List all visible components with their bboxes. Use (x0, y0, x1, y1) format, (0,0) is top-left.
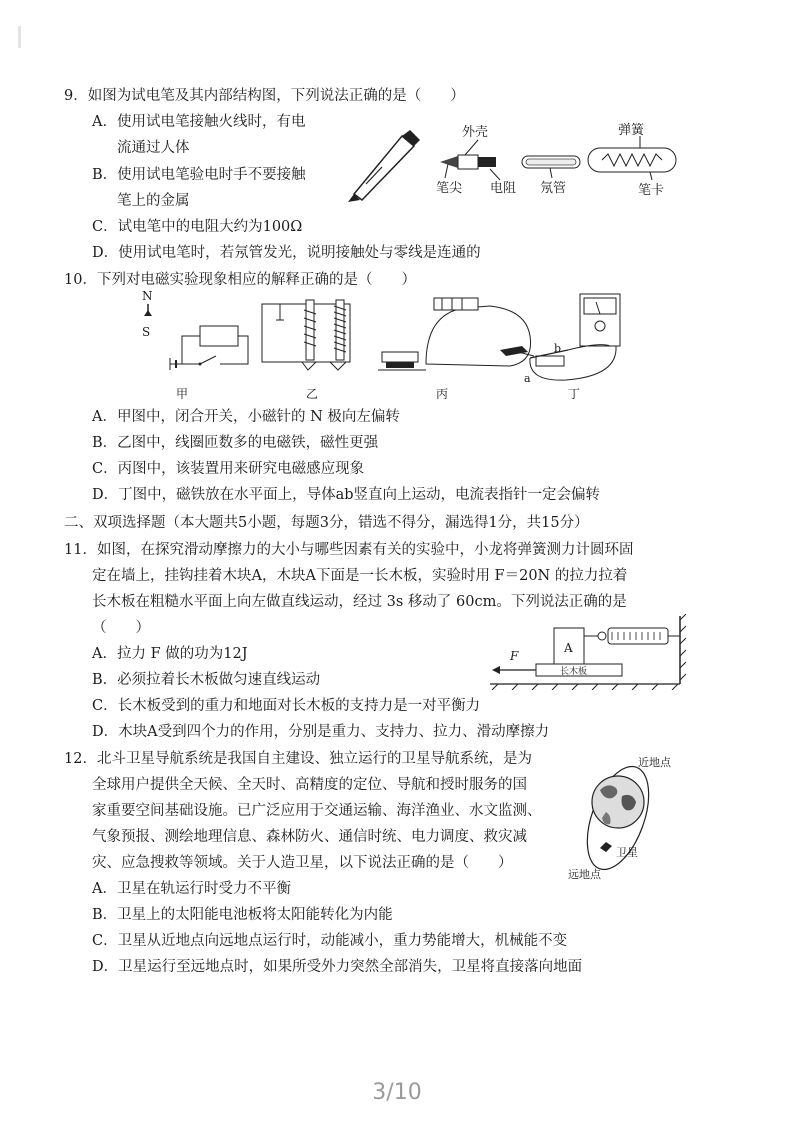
caption-jia: 甲 (176, 387, 189, 401)
q9-option-b: B．使用试电笔验电时手不要接触 (92, 167, 306, 183)
q11-option-c: C．长木板受到的重力和地面对长木板的支持力是一对平衡力 (92, 698, 481, 714)
satellite-orbit-figure (560, 752, 710, 882)
label-neon: 氖管 (540, 181, 567, 196)
label-s: S (142, 325, 151, 339)
q11-stem-line3: 长木板在粗糙水平面上向左做直线运动，经过 3s 移动了 60cm。下列说法正确的是 (92, 594, 627, 610)
diagram-ding (530, 294, 620, 380)
q11-stem-line2: 定在墙上，挂钩挂着木块A，木块A下面是一长木板，实验时用 F＝20N 的拉力拉着 (92, 568, 628, 584)
earth-orbit-drawing (575, 758, 661, 877)
q12-stem-line2: 全球用户提供全天候、全天时、高精度的定位、导航和授时服务的国 (92, 777, 527, 793)
label-spring: 弹簧 (618, 123, 645, 138)
label-force-f: F (510, 649, 519, 663)
diagram-bing (378, 298, 534, 370)
q12-stem-line1: 12．北斗卫星导航系统是我国自主建设、独立运行的卫星导航系统，是为 (64, 751, 532, 767)
q10-option-d: D．丁图中，磁铁放在水平面上，导体ab竖直向上运动，电流表指针一定会偏转 (92, 487, 601, 503)
q11-option-b: B．必须拉着长木板做匀速直线运动 (92, 672, 321, 688)
q12-stem-line3: 家重要空间基础设施。已广泛应用于交通运输、海洋渔业、水文监测、 (92, 803, 542, 819)
label-b: b (554, 342, 562, 355)
q10-option-c: C．丙图中，该装置用来研究电磁感应现象 (92, 461, 365, 477)
q12-stem-line4: 气象预报、测绘地理信息、森林防火、通信时统、电力调度、救灾减 (92, 829, 527, 845)
q9-stem: 9．如图为试电笔及其内部结构图，下列说法正确的是（ ） (64, 88, 465, 104)
q9-option-a-cont: 流通过人体 (117, 140, 190, 156)
q12-stem-line5: 灾、应急搜救等领域。关于人造卫星，以下说法正确的是（ ） (92, 855, 513, 871)
label-shell: 外壳 (462, 125, 489, 140)
q10-option-a: A．甲图中，闭合开关，小磁针的 N 极向左偏转 (92, 409, 400, 425)
label-perigee: 近地点 (638, 756, 671, 769)
label-n: N (142, 289, 153, 303)
caption-ding: 丁 (568, 387, 581, 401)
page-indicator: 3/10 (372, 1080, 422, 1105)
q12-option-b: B．卫星上的太阳能电池板将太阳能转化为内能 (92, 907, 393, 923)
q9-option-d: D．使用试电笔时，若氖管发光，说明接触处与零线是连通的 (92, 245, 481, 261)
caption-yi: 乙 (306, 387, 319, 401)
pen-parts-drawing (440, 136, 676, 180)
q9-option-c: C．试电笔中的电阻大约为100Ω (92, 219, 303, 235)
label-board: 长木板 (560, 667, 588, 677)
q11-stem-line4: （ ） (92, 620, 150, 636)
q11-option-a: A．拉力 F 做的功为12J (92, 646, 248, 662)
label-tip: 笔尖 (436, 181, 463, 196)
label-block-a: A (564, 641, 573, 655)
q12-option-c: C．卫星从近地点向远地点运行时，动能减小，重力势能增大，机械能不变 (92, 933, 568, 949)
label-apogee: 远地点 (568, 868, 601, 881)
q12-option-a: A．卫星在轨运行时受力不平衡 (92, 881, 291, 897)
q9-option-a: A．使用试电笔接触火线时，有电 (92, 114, 306, 130)
friction-figure (488, 614, 688, 690)
test-pen-figure (340, 118, 700, 204)
electromagnetism-figure (130, 286, 650, 404)
friction-apparatus (490, 614, 686, 690)
label-a: a (524, 372, 531, 385)
q11-stem-line1: 11．如图，在探究滑动摩擦力的大小与哪些因素有关的实验中，小龙将弹簧测力计圆环固 (64, 542, 634, 558)
q12-option-d: D．卫星运行至远地点时，如果所受外力突然全部消失，卫星将直接落向地面 (92, 959, 583, 975)
label-resistor: 电阻 (490, 181, 517, 196)
test-pen-drawing (348, 130, 420, 202)
label-clip: 笔卡 (638, 183, 665, 198)
scan-mark (18, 26, 21, 48)
diagram-yi (262, 300, 350, 370)
label-satellite: 卫星 (616, 846, 638, 859)
q9-option-b-cont: 笔上的金属 (117, 193, 190, 209)
diagram-jia (144, 304, 248, 370)
q10-stem: 10．下列对电磁实验现象相应的解释正确的是（ ） (64, 272, 416, 288)
section-2-heading: 二、双项选择题（本大题共5小题，每题3分，错选不得分，漏选得1分，共15分） (64, 515, 589, 531)
q10-option-b: B．乙图中，线圈匝数多的电磁铁，磁性更强 (92, 435, 379, 451)
q11-option-d: D．木块A受到四个力的作用，分别是重力、支持力、拉力、滑动摩擦力 (92, 724, 550, 740)
caption-bing: 丙 (436, 387, 449, 401)
